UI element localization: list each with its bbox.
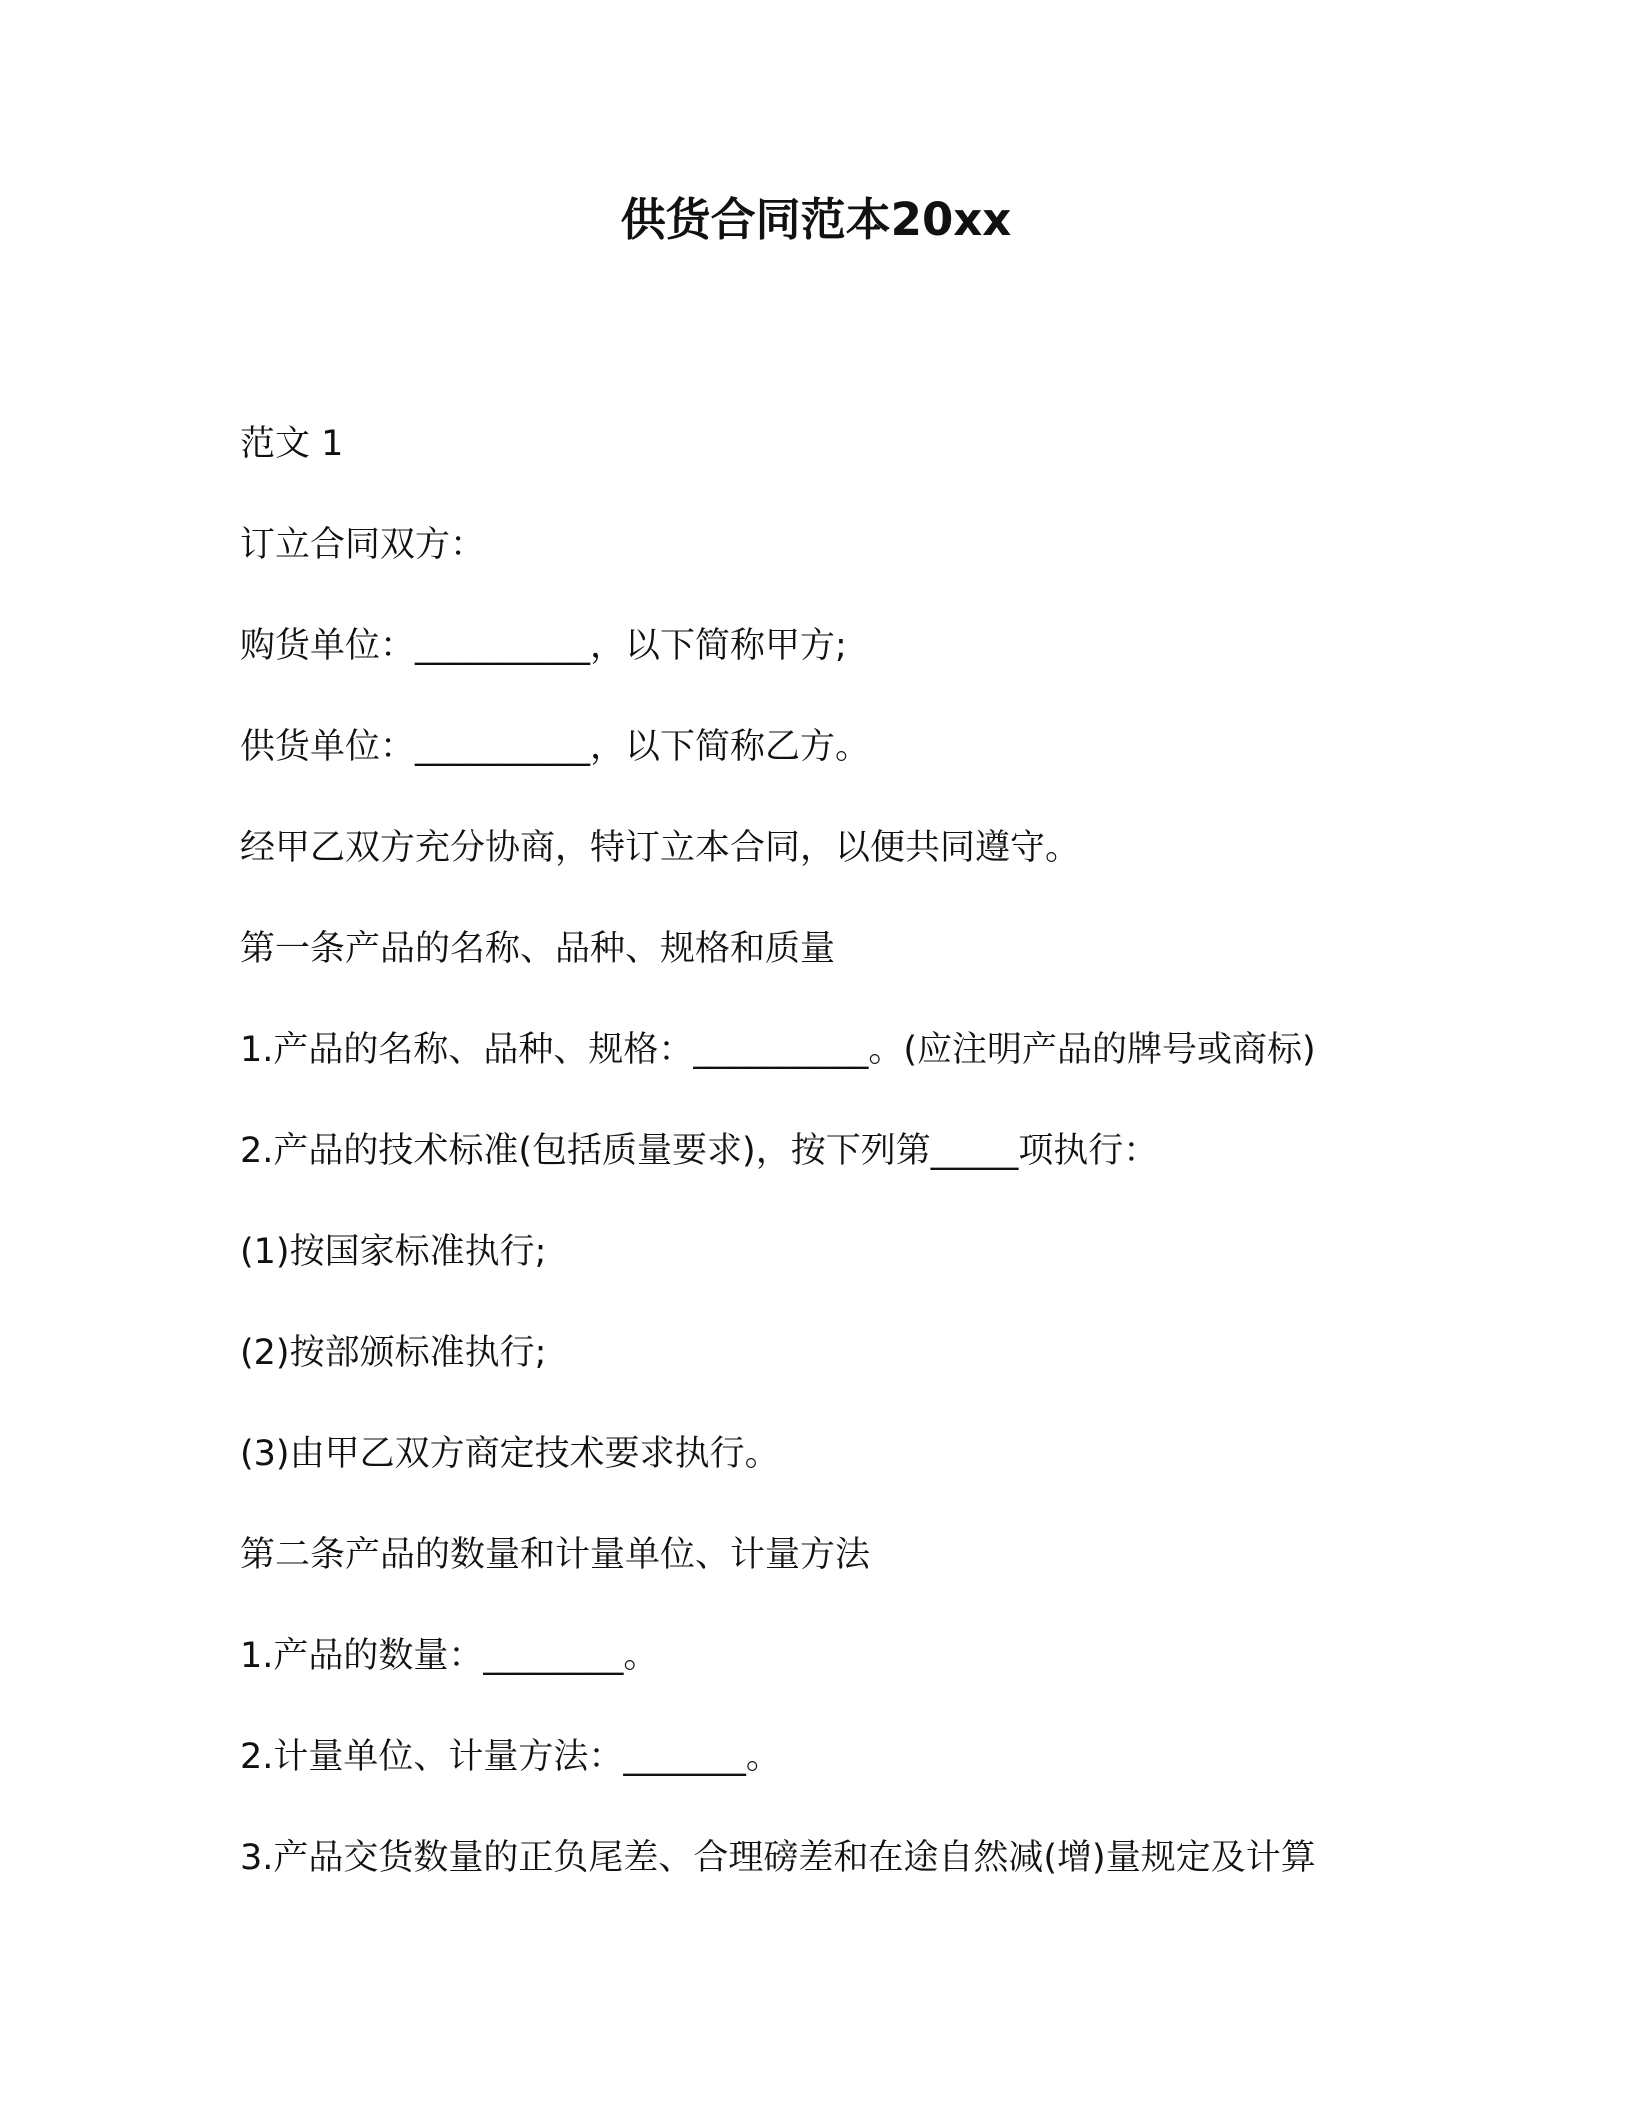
document-body [240, 420, 1440, 1935]
article-2-item-2: 2.计量单位、计量方法：_______。 [240, 1737, 781, 1777]
buyer-line: 购货单位：__________，以下简称甲方; [240, 626, 847, 666]
article-2-item-3: 3.产品交货数量的正负尾差、合理磅差和在途自然减(增)量规定及计算 [240, 1838, 1316, 1878]
standard-option-3: (3)由甲乙双方商定技术要求执行。 [240, 1434, 780, 1474]
article-1-heading: 第一条产品的名称、品种、规格和质量 [240, 929, 836, 969]
agreement-statement: 经甲乙双方充分协商，特订立本合同，以便共同遵守。 [240, 828, 1081, 868]
supplier-line: 供货单位：__________，以下简称乙方。 [240, 727, 871, 767]
sample-heading: 范文 1 [240, 424, 344, 464]
document-title: 供货合同范本20xx [620, 193, 1012, 246]
article-2-heading: 第二条产品的数量和计量单位、计量方法 [240, 1535, 871, 1575]
parties-intro: 订立合同双方： [240, 525, 486, 565]
article-1-item-2: 2.产品的技术标准(包括质量要求)，按下列第_____项执行： [240, 1131, 1159, 1171]
standard-option-2: (2)按部颁标准执行; [240, 1333, 547, 1373]
standard-option-1: (1)按国家标准执行; [240, 1232, 547, 1272]
article-1-item-1: 1.产品的名称、品种、规格：__________。(应注明产品的牌号或商标) [240, 1030, 1316, 1070]
article-2-item-1: 1.产品的数量：________。 [240, 1636, 659, 1676]
